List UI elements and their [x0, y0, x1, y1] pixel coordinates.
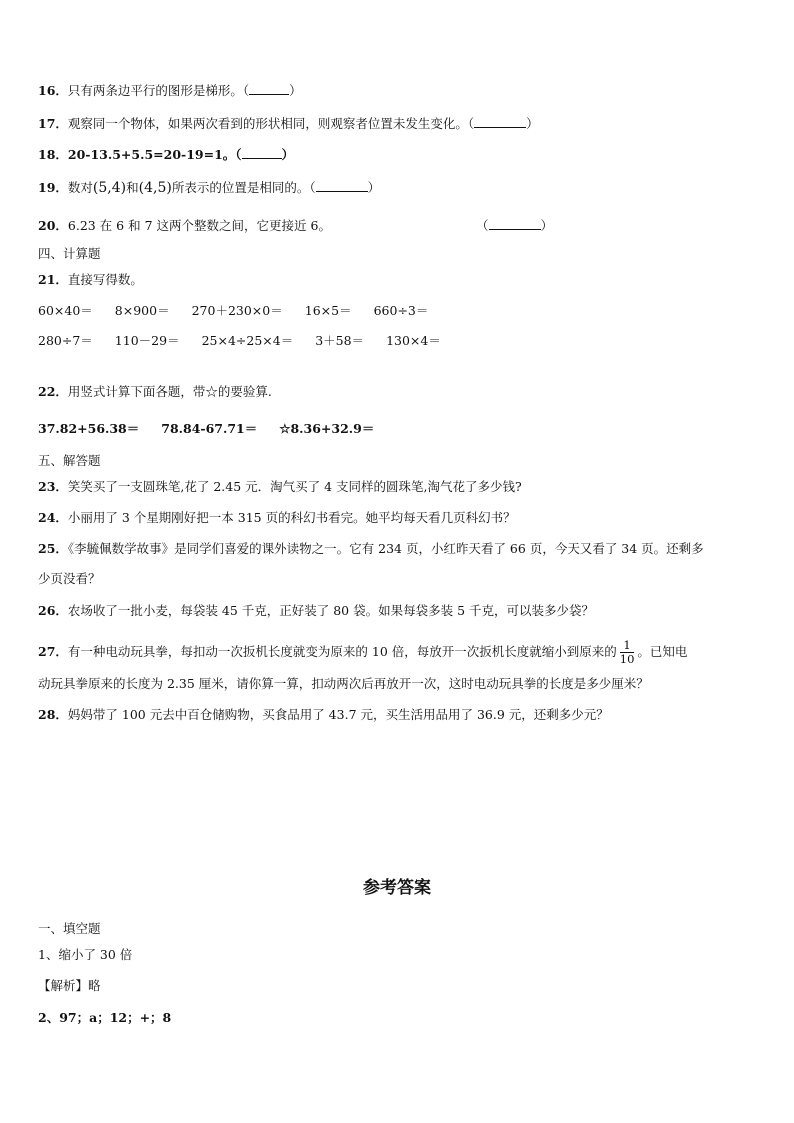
question-20 — [38, 218, 331, 234]
answer-blank — [242, 147, 282, 159]
question-26 — [38, 603, 594, 619]
q17-text: 观察同一个物体，如果两次看到的形状相同，则观察者位置未发生变化。（ — [67, 116, 475, 131]
calc-item: 37.82+56.38＝ — [38, 421, 140, 436]
answer-1: 1、缩小了 30 倍 — [38, 947, 133, 962]
question-16 — [38, 83, 302, 99]
q22-number: 22． — [38, 384, 68, 399]
q26-number: 26． — [38, 603, 68, 618]
question-28 — [38, 707, 609, 723]
q19-close: ） — [367, 180, 381, 195]
q21-number: 21． — [38, 272, 68, 287]
q28-text: 妈妈带了 100 元去中百仓储购物，买食品用了 43.7 元，买生活用品用了 36.9 元，还剩多少元？ — [67, 707, 609, 722]
calc-item: 280÷7＝ — [38, 333, 93, 348]
calc-item: 3＋58＝ — [315, 333, 365, 348]
calc-item: 8×900＝ — [114, 303, 170, 318]
q22-text: 用竖式计算下面各题，带☆的要验算. — [67, 384, 272, 399]
question-21 — [38, 272, 143, 288]
section-heading-calculation: 四、计算题 — [38, 246, 101, 261]
q17-close: ） — [526, 116, 539, 131]
question-27-line-2: 动玩具拳原来的长度为 2.35 厘米，请你算一算，扣动两次后再放开一次，这时电动玩具拳的长度是多少厘米？ — [38, 676, 649, 691]
question-17 — [38, 116, 539, 132]
question-19 — [38, 180, 380, 196]
answer-blank — [474, 116, 526, 128]
q20-open: （ — [476, 218, 489, 233]
question-18 — [38, 147, 294, 163]
calc-item: 660÷3＝ — [373, 303, 429, 318]
q25-number: 25． — [38, 541, 68, 556]
q27-number: 27． — [38, 644, 68, 659]
q26-text: 农场收了一批小麦，每袋装 45 千克，正好装了 80 袋。如果每袋多装 5 千克，可以装多少袋？ — [67, 603, 595, 618]
coordinate-pair-2: (4,5) — [138, 180, 172, 196]
calc-item: ☆8.36+32.9＝ — [279, 421, 375, 436]
q16-number: 16． — [38, 83, 68, 98]
q19-mid: 和 — [126, 180, 139, 195]
q23-number: 23． — [38, 479, 68, 494]
calc-item: 16×5＝ — [304, 303, 352, 318]
q20-close: ） — [540, 218, 554, 233]
calc-row-3 — [38, 421, 396, 437]
question-24 — [38, 510, 516, 526]
section-heading-solutions: 五、解答题 — [38, 453, 101, 468]
question-27-line-1 — [38, 639, 687, 666]
calc-item: 78.84-67.71＝ — [161, 421, 258, 436]
q21-text: 直接写得数。 — [67, 272, 143, 287]
answer-blank — [316, 180, 368, 192]
calc-item: 25×4÷25×4＝ — [201, 333, 294, 348]
q24-number: 24． — [38, 510, 68, 525]
calc-row-2 — [38, 333, 463, 349]
fraction-denominator: 10 — [619, 652, 635, 666]
answer-key-title: 参考答案 — [363, 878, 431, 898]
q28-number: 28． — [38, 707, 68, 722]
q20-number: 20． — [38, 218, 68, 233]
answer-blank — [249, 83, 289, 95]
q16-text: 只有两条边平行的图形是梯形。（ — [67, 83, 250, 98]
answer-1-analysis: 【解析】略 — [38, 978, 101, 993]
question-22 — [38, 384, 272, 400]
q24-text: 小丽用了 3 个星期刚好把一本 315 页的科幻书看完。她平均每天看几页科幻书？ — [67, 510, 516, 525]
q27-text-line-1b: 。已知电 — [637, 644, 688, 659]
coordinate-pair-1: (5,4) — [92, 180, 127, 196]
question-25-line-1 — [38, 541, 704, 557]
question-20-blank — [476, 218, 553, 234]
answer-2: 2、97；a；12；+；8 — [38, 1010, 172, 1025]
q18-number: 18． — [38, 147, 68, 162]
q19-post: 所表示的位置是相同的。（ — [171, 180, 316, 195]
q18-close: ） — [281, 147, 295, 162]
calc-row-1 — [38, 303, 450, 319]
q25-text-line-1: 《李毓佩数学故事》是同学们喜爱的课外读物之一。它有 234 页，小红昨天看了 66 页，今天又看了 34 页。还剩多 — [67, 541, 704, 556]
q23-text: 笑笑买了一支圆珠笔,花了 2.45 元．淘气买了 4 支同样的圆珠笔,淘气花了多少钱? — [67, 479, 522, 494]
q19-number: 19． — [38, 180, 68, 195]
calc-item: 130×4＝ — [386, 333, 441, 348]
calc-item: 110－29＝ — [114, 333, 180, 348]
q27-text-line-1a: 有一种电动玩具拳，每扣动一次扳机长度就变为原来的 10 倍，每放开一次扳机长度就缩小到原来的 — [67, 644, 617, 659]
answer-section-heading: 一、填空题 — [38, 921, 101, 936]
calc-item: 60×40＝ — [38, 303, 93, 318]
fraction-numerator: 1 — [623, 638, 631, 652]
question-25-line-2: 少页没看？ — [38, 571, 101, 586]
answer-blank — [489, 218, 541, 230]
question-23 — [38, 479, 522, 495]
q17-number: 17． — [38, 116, 68, 131]
fraction-one-tenth — [620, 639, 635, 666]
q20-text: 6.23 在 6 和 7 这两个整数之间，它更接近 6。 — [67, 218, 331, 233]
q18-text: 20-13.5+5.5=20-19=1。（ — [67, 147, 242, 162]
calc-item: 270＋230×0＝ — [191, 303, 283, 318]
q16-close: ） — [289, 83, 302, 98]
q19-pre: 数对 — [67, 180, 93, 195]
